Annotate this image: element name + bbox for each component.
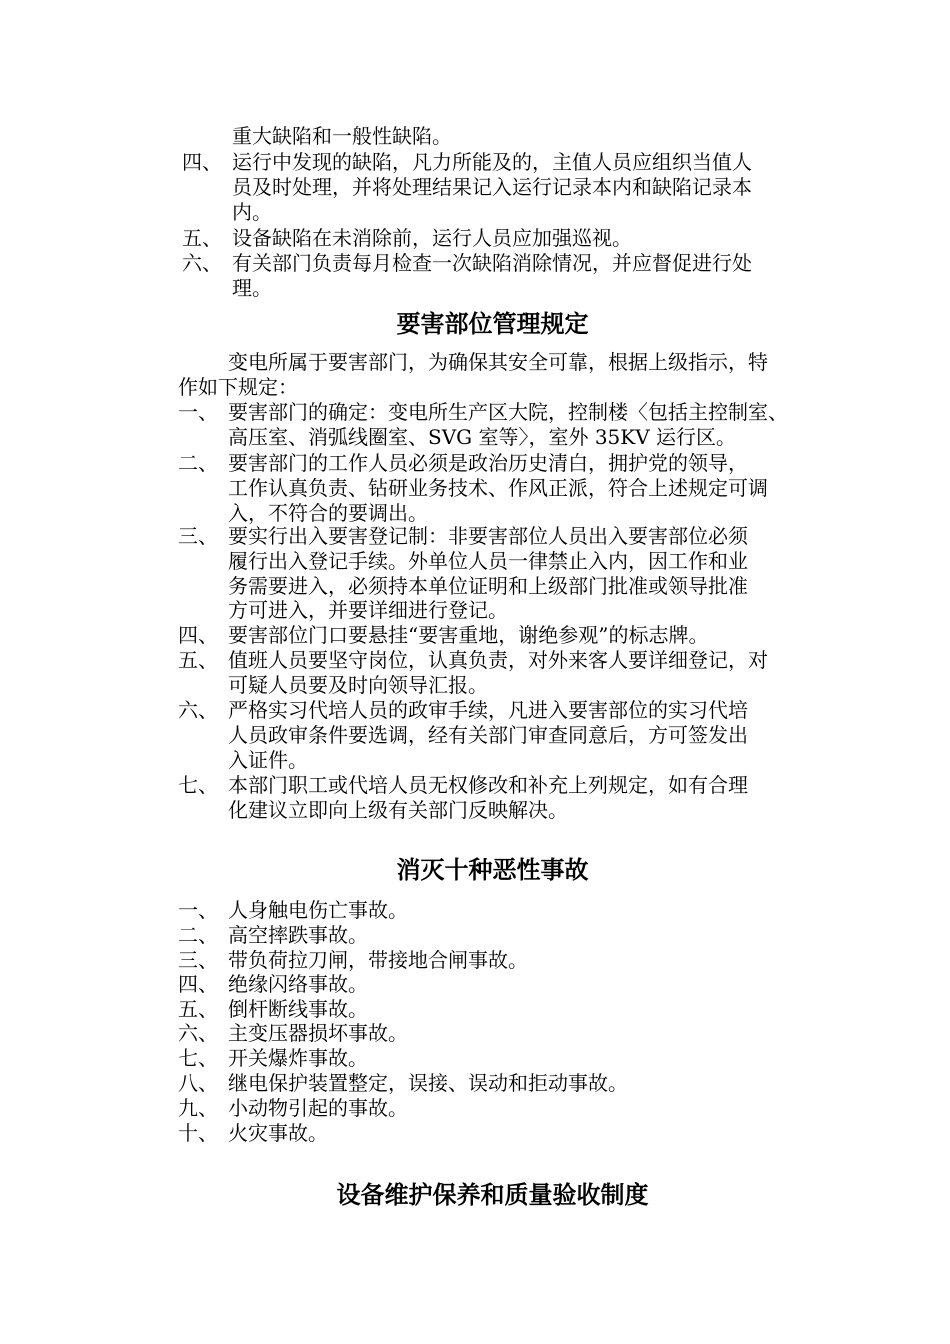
list-item: 带负荷拉刀闸，带接地合闸事故。 <box>228 948 528 972</box>
text-line: 入证件。 <box>228 748 308 772</box>
list-item: 火灾事故。 <box>228 1121 328 1145</box>
list-item: 开关爆炸事故。 <box>228 1046 368 1070</box>
text-line: 运行中发现的缺陷，凡力所能及的，主值人员应组织当值人 <box>232 150 752 174</box>
section-title: 要害部位管理规定 <box>396 310 589 338</box>
list-item: 主变压器损坏事故。 <box>228 1021 408 1045</box>
list-item: 继电保护装置整定，误接、误动和拒动事故。 <box>228 1071 628 1095</box>
item-number: 七、 <box>178 773 218 797</box>
item-number: 六、 <box>182 251 222 275</box>
item-number: 六、 <box>178 1021 218 1045</box>
text-line: 要害部位门口要悬挂“要害重地，谢绝参观”的标志牌。 <box>228 623 709 647</box>
text-line: 本部门职工或代培人员无权修改和补充上列规定，如有合理 <box>228 773 748 797</box>
list-item: 人身触电伤亡事故。 <box>228 898 408 922</box>
item-number: 一、 <box>178 400 218 424</box>
text-line: 重大缺陷和一般性缺陷。 <box>232 124 452 148</box>
text-line: 理。 <box>232 276 272 300</box>
item-number: 四、 <box>182 150 222 174</box>
item-number: 六、 <box>178 698 218 722</box>
text-line: 有关部门负责每月检查一次缺陷消除情况，并应督促进行处 <box>232 251 752 275</box>
text-line: 人员政审条件要选调，经有关部门审查同意后，方可签发出 <box>228 723 748 747</box>
item-number: 四、 <box>178 972 218 996</box>
text-line: 务需要进入，必须持本单位证明和上级部门批准或领导批准 <box>228 574 748 598</box>
list-item: 小动物引起的事故。 <box>228 1096 408 1120</box>
list-item: 倒杆断线事故。 <box>228 997 368 1021</box>
intro-line: 变电所属于要害部门，为确保其安全可靠，根据上级指示，特 <box>228 350 768 374</box>
item-number: 一、 <box>178 898 218 922</box>
text-line: 要害部门的工作人员必须是政治历史清白，拥护党的领导， <box>228 451 748 475</box>
item-number: 四、 <box>178 623 218 647</box>
item-number: 二、 <box>178 451 218 475</box>
text-line: 履行出入登记手续。外单位人员一律禁止入内，因工作和业 <box>228 549 748 573</box>
item-number: 八、 <box>178 1071 218 1095</box>
text-line: 值班人员要坚守岗位，认真负责，对外来客人要详细登记，对 <box>228 648 768 672</box>
item-number: 五、 <box>182 226 222 250</box>
text-line: 化建议立即向上级有关部门反映解决。 <box>228 798 568 822</box>
text-line: 严格实习代培人员的政审手续，凡进入要害部位的实习代培 <box>228 698 748 722</box>
item-number: 三、 <box>178 524 218 548</box>
item-number: 十、 <box>178 1121 218 1145</box>
list-item: 高空摔跌事故。 <box>228 923 368 947</box>
item-number: 三、 <box>178 948 218 972</box>
item-number: 九、 <box>178 1096 218 1120</box>
text-line: 可疑人员要及时向领导汇报。 <box>228 673 488 697</box>
text-line: 要实行出入要害登记制：非要害部位人员出入要害部位必须 <box>228 524 748 548</box>
item-number: 五、 <box>178 648 218 672</box>
text-line: 内。 <box>232 200 272 224</box>
text-line: 入，不符合的要调出。 <box>228 501 428 525</box>
text-line: 工作认真负责、钻研业务技术、作风正派，符合上述规定可调 <box>228 476 768 500</box>
item-number: 二、 <box>178 923 218 947</box>
section-title: 设备维护保养和质量验收制度 <box>336 1181 649 1209</box>
section-title: 消灭十种恶性事故 <box>396 856 589 884</box>
item-number: 七、 <box>178 1046 218 1070</box>
text-line: 高压室、消弧线圈室、SVG 室等〉，室外 35KV 运行区。 <box>228 425 737 449</box>
list-item: 绝缘闪络事故。 <box>228 972 368 996</box>
text-line: 设备缺陷在未消除前，运行人员应加强巡视。 <box>232 226 632 250</box>
item-number: 五、 <box>178 997 218 1021</box>
text-line: 要害部门的确定：变电所生产区大院，控制楼〈包括主控制室、 <box>228 400 788 424</box>
text-line: 员及时处理，并将处理结果记入运行记录本内和缺陷记录本 <box>232 175 752 199</box>
intro-line: 作如下规定： <box>178 375 298 399</box>
text-line: 方可进入，并要详细进行登记。 <box>228 598 508 622</box>
